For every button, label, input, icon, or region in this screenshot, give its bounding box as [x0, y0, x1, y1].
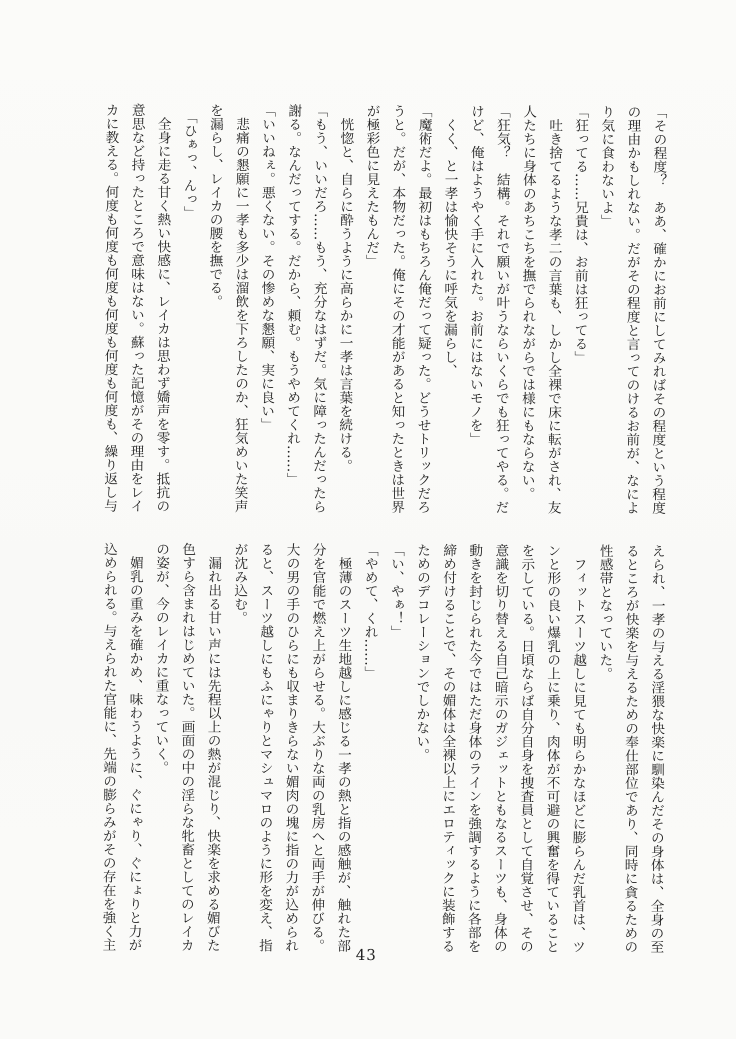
text-line: 締め付けることで、その媚体は全裸以上にエロティックに装飾する: [438, 543, 457, 953]
text-line: 全身に走る甘く熱い快感に、レイカは思わず嬌声を零す。抵抗の: [153, 103, 171, 513]
text-line: 「もう、いいだろ……もう、充分なはずだ。気に障ったんだったら: [309, 103, 328, 514]
text-line: 「い、やぁ！」: [387, 543, 404, 639]
text-line: 極薄のスーツ生地越しに感じる一孝の熱と指の感触が、触れた部: [334, 542, 352, 953]
text-line: 「いいねぇ。悪くない。その惨めな懇願、実に良い」: [257, 103, 276, 432]
text-line: を示している。日頃ならば自分自身を捜査員として自覚させ、その: [516, 543, 535, 954]
text-line: けど、俺はようやく手に入れた。お前にはないモノを」: [466, 104, 484, 446]
text-line: 恍惚と、自らに酔うように高らかに一孝は言葉を続ける。: [336, 103, 354, 473]
text-line: ためのデコレーションでしかない。: [413, 543, 431, 762]
text-line: の姿が、今のレイカに重なっていく。: [152, 542, 170, 775]
text-line: り気に食わないよ」: [597, 104, 615, 228]
text-line: が沈み込む。: [231, 542, 248, 625]
text-line: ンと形の良い爆乳の上に乗り、肉体が不可避の興奮を得ていること: [542, 543, 561, 954]
text-line: るところが快楽を与えるための奉仕部位であり、同時に貪るための: [621, 543, 639, 954]
text-line: カに教える。何度も何度も何度も何度も何度も何度も、繰り返し与: [101, 102, 119, 513]
text-line: えられ、一孝の与える淫猥な快楽に馴染んだその身体は、全身の至: [647, 544, 665, 954]
upper-text-block: [96, 103, 672, 517]
text-line: の理由かもしれない。だがその程度と言ってのけるお前が、なによ: [622, 104, 641, 515]
text-line: ると、スーツ越しにもふにゃりとマシュマロのように形を変え、指: [255, 542, 274, 953]
text-line: うと。だが、本物だった。俺にその才能があると知ったときは世界: [388, 104, 406, 514]
text-line: 大の男の手のひらにも収まりきらない媚肉の塊に指の力が込められ: [282, 542, 300, 953]
text-line: 「その程度？ ああ、確かにお前にしてみればその程度という程度: [649, 105, 667, 515]
text-line: フィットスーツ越しに見ても明らかなほどに膨らんだ乳首は、ツ: [569, 543, 587, 954]
text-line: 人たちに身体のあちこちを撫でられながらでは様にもならない。: [518, 104, 537, 501]
text-line: が極彩色に見えたもんだ」: [362, 103, 380, 268]
text-line: 意識を切り替える自己暗示のガジェットともなるスーツも、身体の: [490, 543, 509, 954]
text-line: 「狂ってる……兄貴は、お前は狂ってる」: [571, 104, 589, 365]
text-line: 媚乳の重みを確かめ、味わうように、ぐにゃり、ぐにょりと力が: [125, 542, 144, 952]
text-line: 謝る。なんだってする。だから、頼む。もうやめてくれ……」: [283, 103, 302, 486]
text-line: 漏れ出る甘い声には先程以上の熱が混じり、快楽を求める媚びた: [203, 542, 222, 952]
text-line: 込められる。与えられた官能に、先端の膨らみがその存在を強く主: [99, 541, 117, 952]
text-line: 「魔術だよ。最初はもちろん俺だって疑った。どうせトリックだろ: [414, 104, 432, 514]
lower-text-block: [94, 542, 670, 956]
text-line: 色すら含まれはじめていた。画面の中の淫らな牝畜としてのレイカ: [177, 542, 196, 952]
text-line: 性感帯となっていた。: [596, 543, 613, 681]
text-line: 「やめて、くれ……」: [361, 542, 378, 680]
page-number: 43: [355, 945, 377, 965]
text-line: 「ひぁっ、んっ」: [180, 103, 197, 220]
text-line: 吐き捨てるような孝二の言葉も、しかし全裸で床に転がされ、友: [544, 104, 563, 515]
text-line: くく、と一孝は愉快そうに呼気を漏らし、: [440, 104, 458, 378]
text-line: 動きを封じられた今ではただ身体のラインを強調するように各部を: [464, 543, 483, 953]
text-line: 「狂気？ 結構。それで願いが叶うならいくらでも狂ってやる。だ: [492, 104, 511, 515]
text-line: 分を官能で燃え上がらせる。大ぶりな両の乳房へと両手が伸びる。: [308, 542, 326, 953]
text-line: を漏らし、レイカの腰を撫でる。: [206, 103, 224, 309]
text-line: 意思など持ったところで意味はない。蘇った記憶がその理由をレイ: [127, 103, 145, 513]
text-line: 悲痛の懇願に一孝も多少は溜飲を下ろしたのか、狂気めいた笑声: [231, 103, 250, 514]
